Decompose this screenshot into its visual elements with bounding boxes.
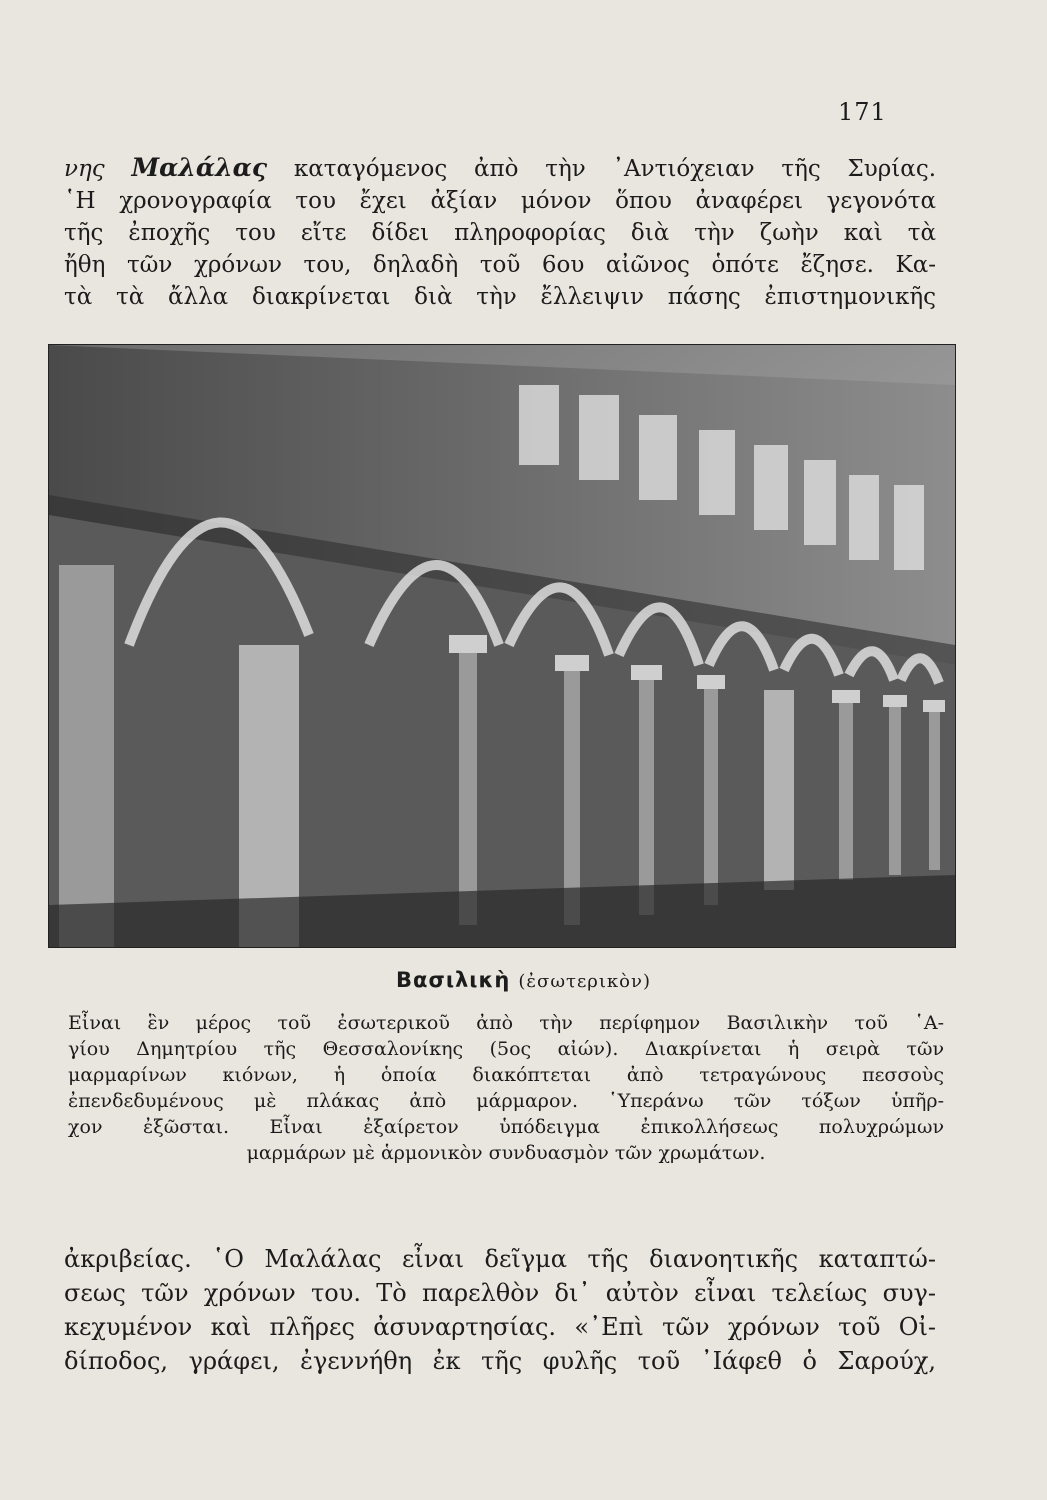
intro-line-3: τῆς ἐποχῆς του εἴτε δίδει πληροφορίας διὰ τὴν ζωὴν καὶ τὰ <box>64 220 936 246</box>
outro-line-4: δίποδος, γράφει, ἐγεννήθη ἐκ τῆς φυλῆς τοῦ ᾿Ιάφεθ ὁ Σαρούχ, <box>64 1347 936 1375</box>
author-name: Μαλάλας <box>131 153 268 182</box>
caption-line-4: ἐπενδεδυμένους μὲ πλάκας ἀπὸ μάρμαρον. ῾Υπεράνω τῶν τόξων ὑπῆρ- <box>68 1090 944 1112</box>
intro-line-2: ῾Η χρονογραφία του ἔχει ἀξίαν μόνον ὅπου ἀναφέρει γεγονότα <box>64 188 936 214</box>
caption-line-1: Εἶναι ἓν μέρος τοῦ ἐσωτερικοῦ ἀπὸ τὴν περίφημον Βασιλικὴν τοῦ ῾Α- <box>68 1012 944 1034</box>
basilica-photo <box>48 344 956 948</box>
caption-line-3: μαρμαρίνων κιόνων, ἡ ὁποία διακόπτεται ἀπὸ τετραγώνους πεσσοὺς <box>68 1064 944 1086</box>
caption-line-5: χον ἐξῶσται. Εἶναι ἐξαίρετον ὑπόδειγμα ἐπικολλήσεως πολυχρώμων <box>68 1116 944 1138</box>
outro-line-2: σεως τῶν χρόνων του. Τὸ παρελθὸν δι᾿ αὐτὸν εἶναι τελείως συγ- <box>64 1279 936 1307</box>
figure-title <box>0 968 1047 992</box>
page-number: 171 <box>838 98 887 126</box>
outro-paragraph <box>64 1242 936 1378</box>
figure-subtitle: (ἐσωτερικὸν) <box>518 971 651 992</box>
intro-paragraph <box>64 152 936 313</box>
basilica-illustration <box>49 345 955 947</box>
figure-caption <box>68 1010 944 1166</box>
outro-line-1: ἀκριβείας. ῾Ο Μαλάλας εἶναι δεῖγμα τῆς διανοητικῆς καταπτώ- <box>64 1245 936 1273</box>
outro-line-3: κεχυμένον καὶ πλῆρες ἀσυναρτησίας. «᾿Επὶ τῶν χρόνων τοῦ Οἰ- <box>64 1313 936 1341</box>
intro-line-1 <box>64 152 936 185</box>
caption-line-2: γίου Δημητρίου τῆς Θεσσαλονίκης (5ος αἰών). Διακρίνεται ἡ σειρὰ τῶν <box>68 1038 944 1060</box>
figure-heading: Βασιλικὴ <box>396 968 511 992</box>
intro-line-1-rest: καταγόμενος ἀπὸ τὴν ᾿Αντιόχειαν τῆς Συρίας. <box>293 156 937 182</box>
lead-word: νης <box>64 156 105 182</box>
intro-line-5: τὰ τὰ ἄλλα διακρίνεται διὰ τὴν ἔλλειψιν πάσης ἐπιστημονικῆς <box>64 284 936 310</box>
caption-line-6: μαρμάρων μὲ ἁρμονικὸν συνδυασμὸν τῶν χρωμάτων. <box>246 1142 766 1164</box>
intro-line-4: ἤθη τῶν χρόνων του, δηλαδὴ τοῦ 6ου αἰῶνος ὁπότε ἔζησε. Κα- <box>64 252 936 278</box>
